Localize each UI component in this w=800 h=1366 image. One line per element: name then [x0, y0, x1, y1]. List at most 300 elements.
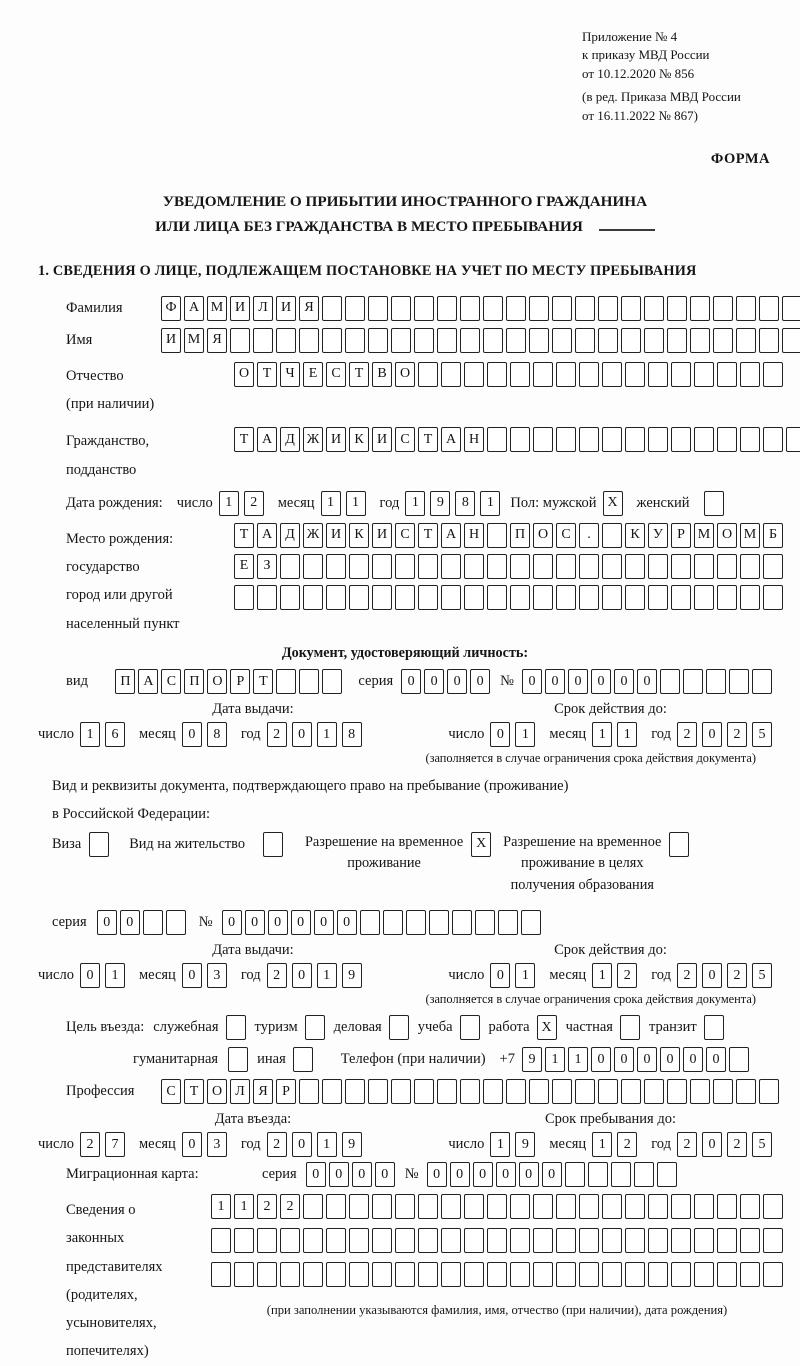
legal-reps-cell[interactable]	[280, 1228, 300, 1253]
migration-number-cell[interactable]: 0	[473, 1162, 493, 1187]
purpose-official-cell[interactable]	[226, 1015, 246, 1040]
birth-place-cell[interactable]	[464, 554, 484, 579]
legal-reps-cell[interactable]	[556, 1194, 576, 1219]
doc2-issued-month-cell[interactable]: 0	[182, 963, 202, 988]
name-cell[interactable]	[299, 328, 319, 353]
doc2-issued-year-cell[interactable]: 2	[267, 963, 287, 988]
legal-reps-cell[interactable]	[234, 1262, 254, 1287]
name-cell[interactable]	[414, 328, 434, 353]
birth-place-cell[interactable]	[602, 585, 622, 610]
birth-place-cell[interactable]: С	[395, 523, 415, 548]
legal-reps-cell[interactable]	[418, 1262, 438, 1287]
doc-number-cell[interactable]: 0	[545, 669, 565, 694]
doc2-issued-day-cell[interactable]: 0	[80, 963, 100, 988]
patronymic-cell[interactable]	[671, 362, 691, 387]
profession-cell[interactable]	[437, 1079, 457, 1104]
name-cell[interactable]	[759, 328, 779, 353]
patronymic-cell[interactable]	[510, 362, 530, 387]
birth-place-cell[interactable]	[717, 585, 737, 610]
citizenship-cell[interactable]	[579, 427, 599, 452]
legal-reps-cell[interactable]	[717, 1262, 737, 1287]
name-cell[interactable]	[483, 328, 503, 353]
citizenship-cell[interactable]: И	[372, 427, 392, 452]
doc1-valid-year-cell[interactable]: 2	[677, 722, 697, 747]
legal-reps-cell[interactable]	[579, 1262, 599, 1287]
citizenship-cell[interactable]	[786, 427, 800, 452]
citizenship-cell[interactable]	[671, 427, 691, 452]
birth-place-cell[interactable]: Е	[234, 554, 254, 579]
patronymic-cell[interactable]	[441, 362, 461, 387]
legal-reps-cell[interactable]: 2	[257, 1194, 277, 1219]
phone-digit-cell[interactable]: 9	[522, 1047, 542, 1072]
profession-cell[interactable]: Л	[230, 1079, 250, 1104]
surname-cell[interactable]	[575, 296, 595, 321]
doc-number-cell[interactable]: 0	[522, 669, 542, 694]
residence-number-cell[interactable]	[452, 910, 472, 935]
legal-reps-cell[interactable]	[648, 1228, 668, 1253]
legal-reps-cell[interactable]	[510, 1262, 530, 1287]
legal-reps-cell[interactable]	[740, 1194, 760, 1219]
profession-cell[interactable]	[644, 1079, 664, 1104]
birth-place-cell[interactable]: .	[579, 523, 599, 548]
profession-cell[interactable]	[299, 1079, 319, 1104]
birth-place-cell[interactable]: О	[533, 523, 553, 548]
birth-place-cell[interactable]	[763, 554, 783, 579]
doc-number-cell[interactable]: 0	[568, 669, 588, 694]
profession-cell[interactable]	[552, 1079, 572, 1104]
legal-reps-cell[interactable]	[326, 1262, 346, 1287]
legal-reps-cell[interactable]	[464, 1194, 484, 1219]
citizenship-cell[interactable]: И	[326, 427, 346, 452]
surname-cell[interactable]	[667, 296, 687, 321]
legal-reps-cell[interactable]	[556, 1228, 576, 1253]
birth-place-cell[interactable]	[418, 585, 438, 610]
doc1-valid-month-cell[interactable]: 1	[617, 722, 637, 747]
migration-number-cell[interactable]	[588, 1162, 608, 1187]
birth-place-cell[interactable]	[625, 585, 645, 610]
name-cell[interactable]	[391, 328, 411, 353]
birth-place-cell[interactable]: Н	[464, 523, 484, 548]
doc1-issued-year-cell[interactable]: 2	[267, 722, 287, 747]
residence-permit-checkbox-cell[interactable]	[263, 832, 283, 857]
citizenship-cell[interactable]	[533, 427, 553, 452]
citizenship-cell[interactable]	[763, 427, 783, 452]
residence-number-cell[interactable]: 0	[337, 910, 357, 935]
stay-day-cell[interactable]: 1	[490, 1132, 510, 1157]
patronymic-cell[interactable]	[648, 362, 668, 387]
legal-reps-cell[interactable]	[763, 1262, 783, 1287]
profession-cell[interactable]	[575, 1079, 595, 1104]
phone-digit-cell[interactable]: 0	[614, 1047, 634, 1072]
profession-cell[interactable]: О	[207, 1079, 227, 1104]
doc-kind-cell[interactable]: П	[115, 669, 135, 694]
name-cell[interactable]	[230, 328, 250, 353]
legal-reps-cell[interactable]	[464, 1262, 484, 1287]
doc-series-cell[interactable]: 0	[470, 669, 490, 694]
name-cell[interactable]	[736, 328, 756, 353]
birth-place-cell[interactable]	[602, 523, 622, 548]
patronymic-cell[interactable]	[694, 362, 714, 387]
entry-month-cell[interactable]: 3	[207, 1132, 227, 1157]
legal-reps-cell[interactable]	[602, 1262, 622, 1287]
birth-place-cell[interactable]: М	[694, 523, 714, 548]
birth-place-cell[interactable]: У	[648, 523, 668, 548]
residence-number-cell[interactable]	[429, 910, 449, 935]
legal-reps-cell[interactable]	[418, 1228, 438, 1253]
citizenship-cell[interactable]	[602, 427, 622, 452]
legal-reps-cell[interactable]	[648, 1194, 668, 1219]
doc-kind-cell[interactable]	[322, 669, 342, 694]
entry-year-cell[interactable]: 1	[317, 1132, 337, 1157]
residence-number-cell[interactable]	[521, 910, 541, 935]
doc2-valid-month-cell[interactable]: 1	[592, 963, 612, 988]
migration-number-cell[interactable]: 0	[542, 1162, 562, 1187]
legal-reps-cell[interactable]	[372, 1194, 392, 1219]
patronymic-cell[interactable]: О	[395, 362, 415, 387]
temp-residence-checkbox-cell[interactable]: X	[471, 832, 491, 857]
doc1-issued-month-cell[interactable]: 8	[207, 722, 227, 747]
birth-place-cell[interactable]	[372, 585, 392, 610]
profession-cell[interactable]: Р	[276, 1079, 296, 1104]
legal-reps-cell[interactable]	[349, 1262, 369, 1287]
legal-reps-cell[interactable]	[349, 1228, 369, 1253]
purpose-transit-cell[interactable]	[704, 1015, 724, 1040]
legal-reps-cell[interactable]	[717, 1194, 737, 1219]
name-cell[interactable]	[368, 328, 388, 353]
legal-reps-cell[interactable]	[579, 1228, 599, 1253]
residence-number-cell[interactable]: 0	[268, 910, 288, 935]
patronymic-cell[interactable]: Т	[257, 362, 277, 387]
patronymic-cell[interactable]: Е	[303, 362, 323, 387]
name-cell[interactable]	[598, 328, 618, 353]
profession-cell[interactable]	[506, 1079, 526, 1104]
phone-digit-cell[interactable]: 1	[545, 1047, 565, 1072]
phone-digit-cell[interactable]: 0	[591, 1047, 611, 1072]
citizenship-cell[interactable]	[740, 427, 760, 452]
birth-place-cell[interactable]: А	[257, 523, 277, 548]
legal-reps-cell[interactable]	[533, 1228, 553, 1253]
legal-reps-cell[interactable]	[211, 1228, 231, 1253]
legal-reps-cell[interactable]	[395, 1228, 415, 1253]
legal-reps-cell[interactable]	[372, 1228, 392, 1253]
profession-cell[interactable]: С	[161, 1079, 181, 1104]
birth-place-cell[interactable]	[579, 554, 599, 579]
birth-year-cell[interactable]: 8	[455, 491, 475, 516]
purpose-work-cell[interactable]: X	[537, 1015, 557, 1040]
birth-place-cell[interactable]	[510, 554, 530, 579]
migration-number-cell[interactable]	[611, 1162, 631, 1187]
profession-cell[interactable]	[345, 1079, 365, 1104]
birth-place-cell[interactable]	[464, 585, 484, 610]
legal-reps-cell[interactable]	[441, 1262, 461, 1287]
birth-place-cell[interactable]	[671, 585, 691, 610]
citizenship-cell[interactable]	[717, 427, 737, 452]
name-cell[interactable]	[644, 328, 664, 353]
sex-male-checkbox-cell[interactable]: X	[603, 491, 623, 516]
purpose-study-cell[interactable]	[460, 1015, 480, 1040]
migration-number-cell[interactable]: 0	[427, 1162, 447, 1187]
purpose-private-cell[interactable]	[620, 1015, 640, 1040]
doc1-issued-day-cell[interactable]: 6	[105, 722, 125, 747]
surname-cell[interactable]: М	[207, 296, 227, 321]
surname-cell[interactable]	[621, 296, 641, 321]
stay-year-cell[interactable]: 2	[727, 1132, 747, 1157]
entry-year-cell[interactable]: 0	[292, 1132, 312, 1157]
citizenship-cell[interactable]: А	[441, 427, 461, 452]
birth-place-cell[interactable]	[556, 554, 576, 579]
residence-series-cell[interactable]: 0	[97, 910, 117, 935]
profession-cell[interactable]: Т	[184, 1079, 204, 1104]
birth-place-cell[interactable]	[740, 585, 760, 610]
birth-place-cell[interactable]: П	[510, 523, 530, 548]
surname-cell[interactable]	[759, 296, 779, 321]
doc1-valid-year-cell[interactable]: 2	[727, 722, 747, 747]
birth-place-cell[interactable]	[763, 585, 783, 610]
birth-place-cell[interactable]	[717, 554, 737, 579]
birth-place-cell[interactable]: С	[556, 523, 576, 548]
patronymic-cell[interactable]: Т	[349, 362, 369, 387]
entry-day-cell[interactable]: 7	[105, 1132, 125, 1157]
phone-digit-cell[interactable]: 0	[683, 1047, 703, 1072]
legal-reps-cell[interactable]	[694, 1194, 714, 1219]
stay-year-cell[interactable]: 2	[677, 1132, 697, 1157]
birth-place-cell[interactable]	[671, 554, 691, 579]
doc2-valid-month-cell[interactable]: 2	[617, 963, 637, 988]
legal-reps-cell[interactable]	[418, 1194, 438, 1219]
birth-place-cell[interactable]	[648, 585, 668, 610]
doc-number-cell[interactable]	[729, 669, 749, 694]
visa-checkbox-cell[interactable]	[89, 832, 109, 857]
legal-reps-cell[interactable]	[625, 1228, 645, 1253]
stay-year-cell[interactable]: 5	[752, 1132, 772, 1157]
birth-place-cell[interactable]: К	[625, 523, 645, 548]
birth-place-cell[interactable]	[694, 554, 714, 579]
legal-reps-cell[interactable]	[303, 1262, 323, 1287]
birth-month-cell[interactable]: 1	[321, 491, 341, 516]
doc-kind-cell[interactable]: П	[184, 669, 204, 694]
patronymic-cell[interactable]	[556, 362, 576, 387]
legal-reps-cell[interactable]	[533, 1194, 553, 1219]
name-cell[interactable]	[575, 328, 595, 353]
birth-year-cell[interactable]: 1	[480, 491, 500, 516]
profession-cell[interactable]	[483, 1079, 503, 1104]
phone-digit-cell[interactable]: 1	[568, 1047, 588, 1072]
surname-cell[interactable]	[690, 296, 710, 321]
birth-place-cell[interactable]: К	[349, 523, 369, 548]
legal-reps-cell[interactable]	[395, 1262, 415, 1287]
patronymic-cell[interactable]	[579, 362, 599, 387]
name-cell[interactable]	[690, 328, 710, 353]
doc1-valid-day-cell[interactable]: 1	[515, 722, 535, 747]
surname-cell[interactable]: А	[184, 296, 204, 321]
doc1-issued-year-cell[interactable]: 0	[292, 722, 312, 747]
birth-place-cell[interactable]: М	[740, 523, 760, 548]
birth-place-cell[interactable]	[372, 554, 392, 579]
name-cell[interactable]	[322, 328, 342, 353]
legal-reps-cell[interactable]	[257, 1262, 277, 1287]
legal-reps-cell[interactable]	[234, 1228, 254, 1253]
doc2-issued-year-cell[interactable]: 0	[292, 963, 312, 988]
citizenship-cell[interactable]	[694, 427, 714, 452]
birth-place-cell[interactable]	[487, 585, 507, 610]
legal-reps-cell[interactable]	[763, 1228, 783, 1253]
name-cell[interactable]	[253, 328, 273, 353]
doc2-valid-year-cell[interactable]: 5	[752, 963, 772, 988]
birth-month-cell[interactable]: 1	[346, 491, 366, 516]
birth-place-cell[interactable]: И	[372, 523, 392, 548]
doc2-valid-day-cell[interactable]: 0	[490, 963, 510, 988]
legal-reps-cell[interactable]: 2	[280, 1194, 300, 1219]
birth-place-cell[interactable]	[303, 585, 323, 610]
birth-year-cell[interactable]: 1	[405, 491, 425, 516]
birth-place-cell[interactable]	[349, 585, 369, 610]
surname-cell[interactable]	[322, 296, 342, 321]
migration-number-cell[interactable]: 0	[450, 1162, 470, 1187]
purpose-tourism-cell[interactable]	[305, 1015, 325, 1040]
entry-year-cell[interactable]: 2	[267, 1132, 287, 1157]
legal-reps-cell[interactable]	[303, 1194, 323, 1219]
name-cell[interactable]	[506, 328, 526, 353]
legal-reps-cell[interactable]	[510, 1228, 530, 1253]
citizenship-cell[interactable]	[487, 427, 507, 452]
birth-place-cell[interactable]	[418, 554, 438, 579]
legal-reps-cell[interactable]	[395, 1194, 415, 1219]
legal-reps-cell[interactable]: 1	[211, 1194, 231, 1219]
legal-reps-cell[interactable]	[740, 1262, 760, 1287]
doc-kind-cell[interactable]: А	[138, 669, 158, 694]
citizenship-cell[interactable]: А	[257, 427, 277, 452]
surname-cell[interactable]: И	[230, 296, 250, 321]
citizenship-cell[interactable]: Т	[418, 427, 438, 452]
residence-number-cell[interactable]	[406, 910, 426, 935]
legal-reps-cell[interactable]	[441, 1228, 461, 1253]
legal-reps-cell[interactable]	[326, 1194, 346, 1219]
birth-place-cell[interactable]	[648, 554, 668, 579]
doc-series-cell[interactable]: 0	[424, 669, 444, 694]
entry-year-cell[interactable]: 9	[342, 1132, 362, 1157]
birth-place-cell[interactable]	[533, 585, 553, 610]
birth-place-cell[interactable]	[441, 554, 461, 579]
birth-place-cell[interactable]	[234, 585, 254, 610]
residence-series-cell[interactable]	[143, 910, 163, 935]
residence-number-cell[interactable]	[498, 910, 518, 935]
doc2-valid-year-cell[interactable]: 2	[727, 963, 747, 988]
residence-series-cell[interactable]	[166, 910, 186, 935]
legal-reps-cell[interactable]	[602, 1228, 622, 1253]
birth-place-cell[interactable]	[487, 554, 507, 579]
name-cell[interactable]	[437, 328, 457, 353]
legal-reps-cell[interactable]	[694, 1228, 714, 1253]
doc-kind-cell[interactable]: Т	[253, 669, 273, 694]
stay-day-cell[interactable]: 9	[515, 1132, 535, 1157]
sex-female-checkbox-cell[interactable]	[704, 491, 724, 516]
legal-reps-cell[interactable]	[257, 1228, 277, 1253]
doc2-issued-year-cell[interactable]: 9	[342, 963, 362, 988]
surname-cell[interactable]	[368, 296, 388, 321]
doc-kind-cell[interactable]	[299, 669, 319, 694]
doc2-valid-year-cell[interactable]: 0	[702, 963, 722, 988]
legal-reps-cell[interactable]	[625, 1194, 645, 1219]
patronymic-cell[interactable]	[740, 362, 760, 387]
doc1-valid-year-cell[interactable]: 0	[702, 722, 722, 747]
citizenship-cell[interactable]	[625, 427, 645, 452]
birth-place-cell[interactable]: З	[257, 554, 277, 579]
birth-day-cell[interactable]: 1	[219, 491, 239, 516]
doc-series-cell[interactable]: 0	[447, 669, 467, 694]
doc-number-cell[interactable]: 0	[614, 669, 634, 694]
doc-number-cell[interactable]	[660, 669, 680, 694]
legal-reps-cell[interactable]	[464, 1228, 484, 1253]
doc2-valid-year-cell[interactable]: 2	[677, 963, 697, 988]
patronymic-cell[interactable]	[625, 362, 645, 387]
profession-cell[interactable]	[736, 1079, 756, 1104]
phone-digit-cell[interactable]: 0	[660, 1047, 680, 1072]
phone-digit-cell[interactable]: 0	[706, 1047, 726, 1072]
patronymic-cell[interactable]: Ч	[280, 362, 300, 387]
legal-reps-cell[interactable]: 1	[234, 1194, 254, 1219]
name-cell[interactable]	[667, 328, 687, 353]
birth-place-cell[interactable]	[556, 585, 576, 610]
surname-cell[interactable]: Л	[253, 296, 273, 321]
birth-place-cell[interactable]: А	[441, 523, 461, 548]
profession-cell[interactable]: Я	[253, 1079, 273, 1104]
patronymic-cell[interactable]	[763, 362, 783, 387]
patronymic-cell[interactable]	[717, 362, 737, 387]
legal-reps-cell[interactable]	[602, 1194, 622, 1219]
legal-reps-cell[interactable]	[349, 1194, 369, 1219]
patronymic-cell[interactable]	[602, 362, 622, 387]
birth-place-cell[interactable]	[579, 585, 599, 610]
birth-place-cell[interactable]	[694, 585, 714, 610]
legal-reps-cell[interactable]	[510, 1194, 530, 1219]
legal-reps-cell[interactable]	[763, 1194, 783, 1219]
patronymic-cell[interactable]	[418, 362, 438, 387]
migration-number-cell[interactable]	[634, 1162, 654, 1187]
residence-number-cell[interactable]: 0	[291, 910, 311, 935]
birth-place-cell[interactable]: Б	[763, 523, 783, 548]
migration-series-cell[interactable]: 0	[306, 1162, 326, 1187]
residence-number-cell[interactable]	[383, 910, 403, 935]
birth-place-cell[interactable]: Т	[234, 523, 254, 548]
birth-place-cell[interactable]	[395, 585, 415, 610]
citizenship-cell[interactable]: Ж	[303, 427, 323, 452]
surname-cell[interactable]	[345, 296, 365, 321]
residence-series-cell[interactable]: 0	[120, 910, 140, 935]
doc1-issued-year-cell[interactable]: 1	[317, 722, 337, 747]
purpose-other-cell[interactable]	[293, 1047, 313, 1072]
doc1-issued-month-cell[interactable]: 0	[182, 722, 202, 747]
doc-kind-cell[interactable]	[276, 669, 296, 694]
birth-place-cell[interactable]	[533, 554, 553, 579]
profession-cell[interactable]	[759, 1079, 779, 1104]
surname-cell[interactable]	[552, 296, 572, 321]
profession-cell[interactable]	[713, 1079, 733, 1104]
citizenship-cell[interactable]: Н	[464, 427, 484, 452]
birth-place-cell[interactable]	[602, 554, 622, 579]
citizenship-cell[interactable]: Т	[234, 427, 254, 452]
birth-place-cell[interactable]	[349, 554, 369, 579]
doc-number-cell[interactable]	[752, 669, 772, 694]
patronymic-cell[interactable]	[464, 362, 484, 387]
patronymic-cell[interactable]: О	[234, 362, 254, 387]
birth-place-cell[interactable]: Д	[280, 523, 300, 548]
profession-cell[interactable]	[529, 1079, 549, 1104]
doc1-valid-month-cell[interactable]: 1	[592, 722, 612, 747]
legal-reps-cell[interactable]	[717, 1228, 737, 1253]
migration-number-cell[interactable]	[565, 1162, 585, 1187]
citizenship-cell[interactable]	[556, 427, 576, 452]
migration-number-cell[interactable]: 0	[496, 1162, 516, 1187]
